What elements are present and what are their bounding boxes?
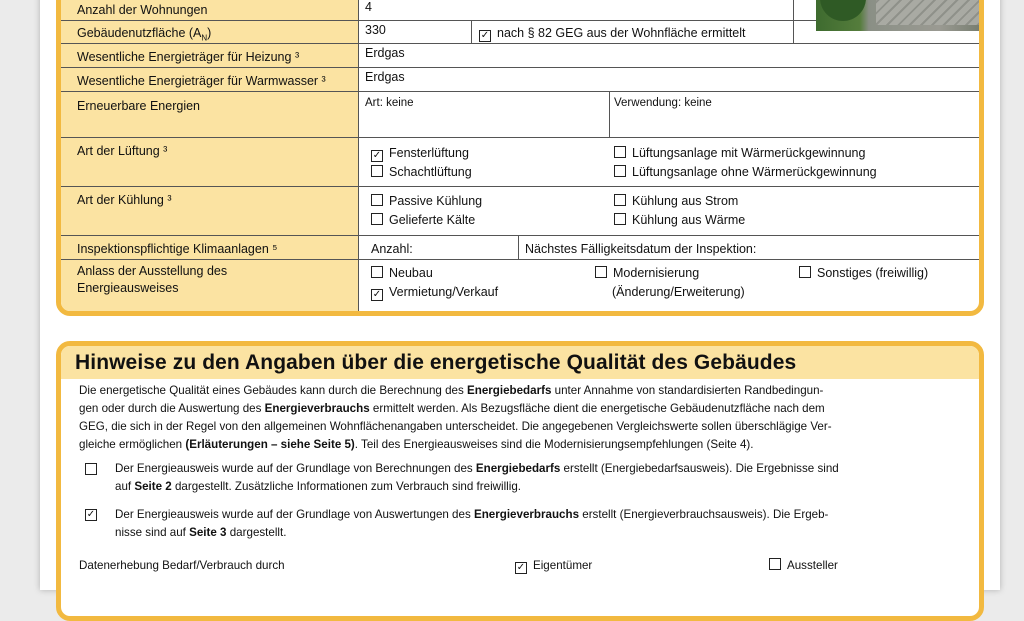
warmwasser-value: Erdgas (365, 70, 405, 84)
option-bold: Energieverbrauchs (473, 508, 580, 521)
bedarf-text (115, 460, 975, 496)
hinweise-section (56, 341, 984, 621)
datenerhebung-label: Datenerhebung Bedarf/Verbrauch durch (79, 559, 285, 572)
option-text: Vermietung/Verkauf (389, 285, 499, 299)
para-text: Die energetische Qualität eines Gebäudes kann durch die Berechnung des (79, 384, 467, 397)
checkbox[interactable] (595, 266, 607, 278)
hinweise-title: Hinweise zu den Angaben über die energetische Qualität des Gebäudes (75, 351, 797, 374)
bedarf-checkbox[interactable] (85, 463, 97, 475)
para-bold: (Erläuterungen – siehe Seite 5) (185, 438, 355, 451)
option-text: Sonstiges (freiwillig) (817, 266, 929, 280)
option-bold: Seite 2 (134, 480, 172, 493)
row-klima (61, 235, 979, 260)
option-text: Schachtlüftung (389, 165, 472, 179)
para-text: GEG, die sich in der Regel von den allgemeinen Wohnflächenangaben unterscheidet. Die angegebenen Vergleichswerte sollen überschlägige Ver- (79, 420, 832, 433)
kuehlung-option-strom (614, 193, 738, 209)
wohnungen-value: 4 (365, 0, 372, 14)
option-text: erstellt (Energieverbrauchsausweis). Die Ergeb- (579, 508, 829, 521)
option-text: Gelieferte Kälte (389, 213, 476, 227)
verbrauch-option (79, 506, 969, 546)
para-text: gleiche ermöglichen (79, 438, 186, 451)
building-photo (816, 0, 984, 31)
photo-pavement (876, 0, 984, 25)
verbrauch-text (115, 506, 975, 542)
para-text: gen oder durch die Auswertung des (79, 402, 265, 415)
erneuerbar-verwendung: Verwendung: keine (614, 97, 712, 109)
lueftung-option-mit-wrg (614, 145, 865, 161)
lueftung-option-fenster (371, 145, 469, 162)
kuehlung-option-waerme (614, 212, 745, 228)
photo-bush (820, 0, 866, 21)
option-text: Der Energieausweis wurde auf der Grundlage von Auswertungen des (115, 508, 474, 521)
flaeche-note (479, 25, 746, 42)
kuehlung-option-passiv (371, 193, 482, 209)
checkbox[interactable]: ✓ (516, 562, 526, 573)
row-anlass (61, 259, 979, 316)
option-bold: Energiebedarfs (475, 462, 561, 475)
checkbox[interactable] (614, 194, 626, 206)
klima-anzahl: Anzahl: (371, 242, 413, 256)
flaeche-note-text: nach § 82 GEG aus der Wohnfläche ermittelt (497, 26, 746, 40)
para-bold: Energiebedarfs (467, 384, 552, 397)
option-text: Kühlung aus Wärme (632, 213, 746, 227)
checkbox[interactable] (614, 146, 626, 158)
option-text: Fensterlüftung (389, 146, 469, 160)
option-text: Lüftungsanlage mit Wärmerückgewinnung (632, 146, 866, 160)
checkbox[interactable] (614, 213, 626, 225)
option-text: dargestellt. Zusätzliche Informationen zum Verbrauch sind freiwillig. (171, 480, 521, 493)
option-text: Modernisierung (613, 266, 700, 280)
datenerhebung-aussteller (769, 557, 838, 575)
option-text: Lüftungsanlage ohne Wärmerückgewinnung (632, 165, 877, 179)
datenerhebung-line (79, 557, 969, 577)
lueftung-option-ohne-wrg (614, 164, 877, 180)
photo-divider (793, 0, 794, 43)
divider (471, 20, 472, 43)
option-text: erstellt (Energiebedarfsausweis). Die Ergebnisse sind (560, 462, 839, 475)
checkbox[interactable] (371, 194, 383, 206)
option-text: dargestellt. (226, 526, 287, 539)
anlass-label-1: Anlass der Ausstellung des (77, 264, 228, 278)
checkbox[interactable] (769, 558, 781, 570)
anlass-option-sonstiges (799, 265, 928, 281)
heizung-value: Erdgas (365, 46, 405, 60)
divider (518, 235, 519, 259)
checkbox[interactable] (614, 165, 626, 177)
checkbox[interactable]: ✓ (372, 289, 382, 300)
anlass-option-vermietung (371, 284, 498, 301)
erneuerbar-label: Erneuerbare Energien (77, 99, 200, 113)
hinweise-paragraph (79, 382, 969, 454)
wohnungen-label: Anzahl der Wohnungen (77, 3, 208, 17)
row-lueftung (61, 137, 979, 187)
para-text: . Teil des Energieausweises sind die Modernisierungsempfehlungen (Seite 4). (354, 438, 754, 451)
lueftung-label: Art der Lüftung ³ (77, 144, 168, 158)
checkbox[interactable] (371, 213, 383, 225)
flaeche-label-sub: N (201, 33, 208, 43)
building-data-section (56, 0, 984, 316)
kuehlung-option-kaelte (371, 212, 475, 228)
option-text: Der Energieausweis wurde auf der Grundlage von Berechnungen des (115, 462, 476, 475)
row-warmwasser (61, 67, 979, 92)
checkbox[interactable] (799, 266, 811, 278)
bedarf-option (79, 460, 969, 500)
flaeche-label-main: Gebäudenutzfläche (A (77, 26, 202, 40)
para-text: unter Annahme von standardisierten Randbedingun- (551, 384, 824, 397)
anlass-option-modernisierung (595, 265, 699, 281)
document-page (40, 0, 1000, 590)
flaeche-label-close: ) (207, 26, 212, 40)
klima-faellig: Nächstes Fälligkeitsdatum der Inspektion: (525, 242, 757, 256)
flaeche-value: 330 (365, 23, 386, 37)
row-kuehlung (61, 186, 979, 236)
warmwasser-label: Wesentliche Energieträger für Warmwasser ³ (77, 74, 326, 88)
verbrauch-checkbox[interactable]: ✓ (86, 509, 96, 520)
anlass-option-neubau (371, 265, 433, 281)
checkbox[interactable] (371, 165, 383, 177)
heizung-label: Wesentliche Energieträger für Heizung ³ (77, 50, 300, 64)
row-heizung (61, 43, 979, 68)
option-text: nisse sind auf (115, 526, 190, 539)
option-text: Passive Kühlung (389, 194, 483, 208)
option-text: Aussteller (787, 559, 838, 572)
row-erneuerbar (61, 91, 979, 138)
option-text: Eigentümer (533, 559, 593, 572)
option-text: auf (115, 480, 135, 493)
option-bold: Seite 3 (189, 526, 227, 539)
hinweise-header (61, 346, 979, 379)
anlass-label-2: Energieausweises (77, 281, 179, 295)
option-text: Neubau (389, 266, 433, 280)
option-text: Kühlung aus Strom (632, 194, 739, 208)
erneuerbar-art: Art: keine (365, 97, 414, 109)
datenerhebung-eigentuemer (515, 557, 592, 575)
klima-label: Inspektionspflichtige Klimaanlagen ⁵ (77, 242, 278, 256)
kuehlung-label: Art der Kühlung ³ (77, 193, 172, 207)
checkbox[interactable]: ✓ (372, 150, 382, 161)
para-bold: Energieverbrauchs (264, 402, 370, 415)
divider (609, 91, 610, 137)
lueftung-option-schacht (371, 164, 472, 180)
para-text: ermittelt werden. Als Bezugsfläche dient die energetische Gebäudenutzfläche nach dem (369, 402, 825, 415)
flaeche-note-checkbox[interactable]: ✓ (480, 30, 490, 41)
label-value-divider (358, 0, 359, 316)
anlass-option-modernisierung-sub: (Änderung/Erweiterung) (612, 285, 745, 299)
checkbox[interactable] (371, 266, 383, 278)
